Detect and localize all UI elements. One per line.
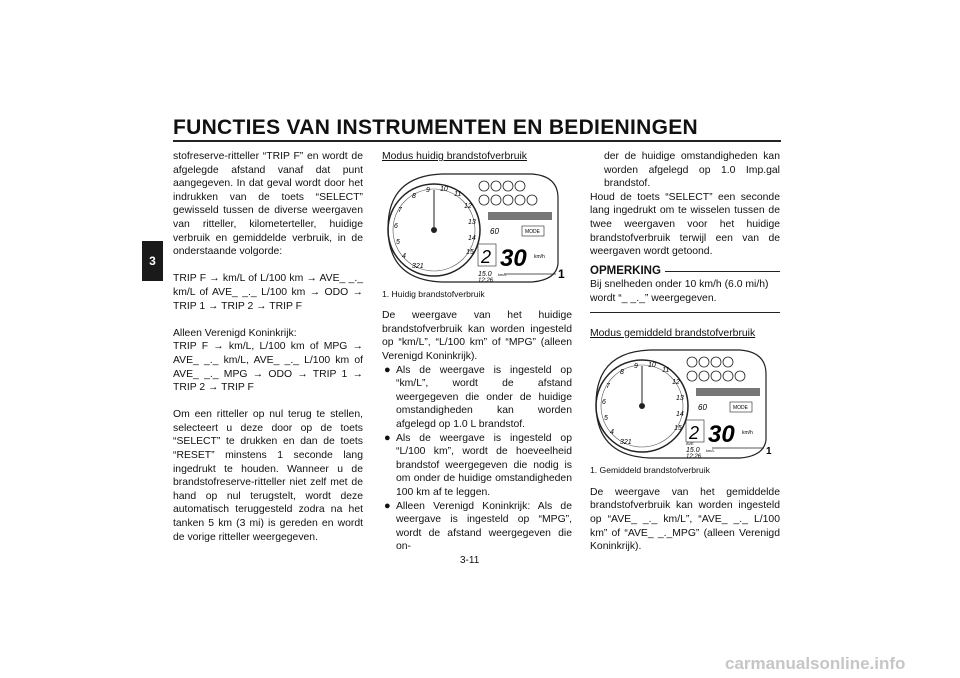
svg-text:321: 321 [620,439,632,447]
fuel-unit: km/L [706,448,715,454]
ave-label: AVE [686,441,694,447]
watermark: carmanualsonline.info [725,654,906,673]
temp-readout: 60 [490,226,499,236]
dashboard-figure [590,344,776,464]
speed-readout: 30 [708,421,735,449]
note-heading: OPMERKING [590,265,780,279]
paragraph: Om een ritteller op nul terug te stellen, selecteert u deze door op de toets “SELECT” te drukken en dan de toets “RESET” minstens 1 seconde lang ingedrukt te houden. Wanneer u de brandstofreserve-ritteller niet zelf met de hand op nul terugstelt, wordt deze automatisch teruggesteld zodra na het tanken 5 km (3 mi) is gereden en wordt de vorige ritteller weergegeven. [173,409,363,543]
list-item: ● Als de weergave is ingesteld op “km/L”, wordt de afstand weergegeven die onder de huidige omstandigheden kan worden afgelegd op 1.0 L brandstof. [384,363,572,430]
svg-text:13: 13 [468,218,476,226]
gear-readout: 2 [481,246,492,267]
paragraph: stofreserve-ritteller “TRIP F” en wordt de afgelegde afstand vanaf dat punt aangegeven. In dat geval wordt door het indrukken van de toets “SELECT” gewisseld tussen de diverse weergaven van ritteller, kilometerteller, huidige verbruik en gemiddelde verbruik, in de onderstaande volgorde: [173,151,363,258]
mode-label: MODE [733,405,748,412]
svg-text:14: 14 [676,411,684,419]
svg-text:9: 9 [426,186,430,194]
speed-unit: km/h [534,253,545,260]
svg-text:11: 11 [454,190,462,198]
paragraph: Houd de toets “SELECT” een seconde lang ingedrukt om te wisselen tussen de twee weergaven voor het huidige brandstofverbruik terwijl een van de weergaven wordt getoond. [590,191,780,258]
paragraph: De weergave van het huidige brandstofverbruik kan worden ingesteld op “km/L”, “L/100 km” of “MPG” (alleen Verenigd Koninkrijk). [382,310,572,362]
speed-unit: km/h [742,430,753,437]
bullet-list [382,364,572,554]
clock-readout: 12:26 [478,277,494,284]
svg-text:15: 15 [466,248,474,256]
svg-text:5: 5 [396,238,400,246]
speed-readout: 30 [500,244,527,272]
column-2 [382,150,572,554]
gear-readout: 2 [689,423,700,444]
svg-text:10: 10 [440,185,448,193]
figure-caption: 1. Gemiddeld brandstofverbruik [590,465,710,476]
callout-1: 1 [558,266,565,281]
list-item: ● Als de weergave is ingesteld op “L/100 km”, wordt de hoeveelheid brandstof weergegeven die nodig is om onder de huidige omstandigheden 100 km af te leggen. [384,431,572,498]
callout-1: 1 [766,446,772,458]
fuel-readout: 15.0 [478,270,492,278]
paragraph: De weergave van het gemiddelde brandstofverbruik kan worden ingesteld op “AVE_ _._ km/L”, “AVE_ _._ L/100 km” of “AVE_ _._MPG” (alleen Verenigd Koninkrijk). [590,486,780,553]
column-3 [590,150,780,554]
svg-text:9: 9 [634,363,638,371]
dashboard-figure [382,168,568,288]
temp-readout: 60 [698,403,707,413]
svg-text:7: 7 [606,383,610,391]
column-1 [173,150,363,544]
page-number: 3-11 [460,555,480,566]
figure-caption: 1. Huidig brandstofverbruik [382,288,485,299]
paragraph: TRIP F → km/L, L/100 km of MPG → AVE_ _._ km/L, AVE_ _._ L/100 km of AVE_ _._ MPG → ODO → TRIP 1 → TRIP 2 → TRIP F [173,341,363,394]
bullet-icon: ● [384,363,391,376]
svg-text:4: 4 [402,252,406,260]
list-item: ● Alleen Verenigd Koninkrijk: Als de weergave is ingesteld op “MPG”, wordt de afstand weergegeven die on- [384,499,572,553]
svg-text:12: 12 [464,202,472,210]
svg-text:321: 321 [412,262,424,270]
svg-text:4: 4 [610,429,614,437]
fuel-unit: km/L [498,271,507,277]
paragraph: Alleen Verenigd Koninkrijk: [173,327,297,339]
section-heading: Modus gemiddeld brandstofverbruik [590,327,756,339]
svg-text:8: 8 [412,192,416,200]
svg-text:6: 6 [602,399,606,407]
svg-text:11: 11 [662,367,670,375]
paragraph: der de huidige omstandigheden kan worden afgelegd op 1.0 Imp.gal brandstof. [604,151,780,190]
svg-text:15: 15 [674,425,682,433]
title-rule [173,140,781,142]
bullet-icon: ● [384,431,391,444]
fuel-readout: 15.0 [686,447,700,455]
svg-text:10: 10 [648,362,656,370]
chapter-tab: 3 [142,241,163,281]
section-heading: Modus huidig brandstofverbruik [382,151,527,162]
svg-text:13: 13 [676,395,684,403]
svg-text:7: 7 [398,206,402,214]
note-text: Bij snelheden onder 10 km/h (6.0 mi/h) wordt “_ _._” weergegeven. [590,279,769,304]
mode-label: MODE [525,228,540,235]
instrument-cluster-illustration [382,168,568,288]
bullet-icon: ● [384,499,391,512]
page-title: FUNCTIES VAN INSTRUMENTEN EN BEDIENINGEN [173,116,698,139]
clock-readout: 12:26 [686,454,702,461]
instrument-cluster-illustration [590,344,776,464]
svg-text:12: 12 [672,379,680,387]
paragraph: TRIP F → km/L of L/100 km → AVE_ _._ km/L of AVE_ _._ L/100 km → ODO → TRIP 1 → TRIP 2 → TRIP F [173,273,363,312]
svg-text:6: 6 [394,222,398,230]
svg-text:8: 8 [620,369,624,377]
svg-text:5: 5 [604,415,608,423]
svg-text:14: 14 [468,234,476,242]
